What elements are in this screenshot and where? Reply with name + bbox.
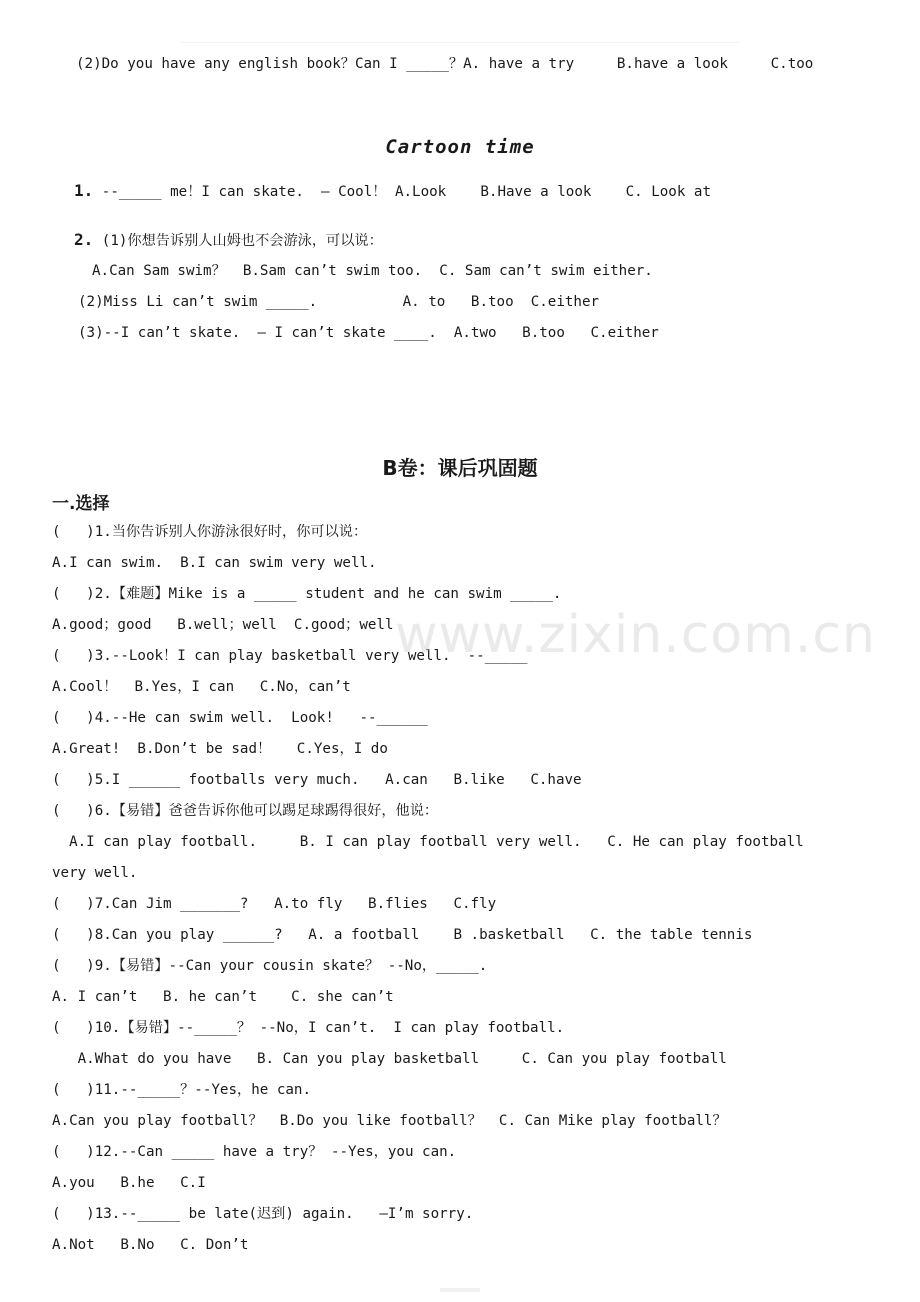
question-line: ( )13.--_____ be late(迟到) again. –I’m sorry.	[52, 1206, 474, 1222]
watermark: www.zixin.com.cn	[395, 605, 876, 665]
question-line: ( )11.--_____？--Yes，he can.	[52, 1082, 311, 1098]
answer-options-line: A.I can swim. B.I can swim very well.	[52, 555, 377, 571]
cartoon-time-title: Cartoon time	[385, 136, 535, 158]
header-rule	[180, 42, 740, 43]
answer-options-line: A. I can’t B. he can’t C. she can’t	[52, 989, 394, 1005]
question-line: ( )8.Can you play ______? A. a football B .basketball C. the table tennis	[52, 927, 753, 943]
question-number: 2.	[74, 230, 94, 249]
question-line: ( )1.当你告诉别人你游泳很好时，你可以说：	[52, 524, 368, 540]
cartoon-q2-part3: (3)--I can’t skate. – I can’t skate ____. A.two B.too C.either	[78, 325, 659, 341]
answer-options-line: A.Not B.No C. Don’t	[52, 1237, 249, 1253]
answer-options-line: A.Cool！ B.Yes，I can C.No，can’t	[52, 679, 351, 695]
answer-options-line: very well.	[52, 865, 138, 881]
answer-options-line: A.you B.he C.I	[52, 1175, 206, 1191]
answer-options-line: A.Great! B.Don’t be sad！ C.Yes，I do	[52, 741, 388, 757]
question-line: ( )6.【易错】爸爸告诉你他可以踢足球踢得很好，他说：	[52, 803, 439, 819]
answer-options-line: A.Can you play football？ B.Do you like football？ C. Can Mike play football？	[52, 1113, 727, 1129]
question-line: ( )5.I ______ footballs very much. A.can B.like C.have	[52, 772, 582, 788]
cartoon-q2-options: A.Can Sam swim？ B.Sam can’t swim too. C. Sam can’t swim either.	[92, 263, 653, 279]
cartoon-question-2	[74, 230, 383, 251]
question-text: (1)你想告诉别人山姆也不会游泳，可以说：	[93, 233, 383, 249]
question-line: ( )7.Can Jim _______? A.to fly B.flies C.fly	[52, 896, 497, 912]
question-text: --_____ me！I can skate. – Cool！ A.Look B.Have a look C. Look at	[93, 184, 712, 200]
part-one-title: 一.选择	[52, 494, 110, 514]
question-line: ( )3.--Look！I can play basketball very well. --_____	[52, 648, 528, 664]
cartoon-question-1	[74, 181, 711, 202]
question-number: 1.	[74, 181, 94, 200]
question-line: ( )9.【易错】--Can your cousin skate？ --No，_____.	[52, 958, 488, 974]
answer-options-line: A.I can play football. B. I can play football very well. C. He can play football	[52, 834, 804, 850]
question-line: ( )12.--Can _____ have a try？ --Yes，you can.	[52, 1144, 457, 1160]
answer-options-line: A.good；good B.well；well C.good；well	[52, 617, 394, 633]
cartoon-q2-part2: (2)Miss Li can’t swim _____. A. to B.too C.either	[78, 294, 600, 310]
question-2-book: (2)Do you have any english book？Can I _____？A. have a try B.have a look C.too	[76, 56, 814, 72]
question-line: ( )4.--He can swim well. Look! --______	[52, 710, 428, 726]
question-line: ( )2.【难题】Mike is a _____ student and he can swim _____.	[52, 586, 562, 602]
answer-options-line: A.What do you have B. Can you play basketball C. Can you play football	[52, 1051, 727, 1067]
section-b-title: B卷：课后巩固题	[382, 456, 538, 480]
question-line: ( )10.【易错】--_____？ --No，I can’t. I can play football.	[52, 1020, 565, 1036]
footer-mark	[440, 1288, 480, 1292]
